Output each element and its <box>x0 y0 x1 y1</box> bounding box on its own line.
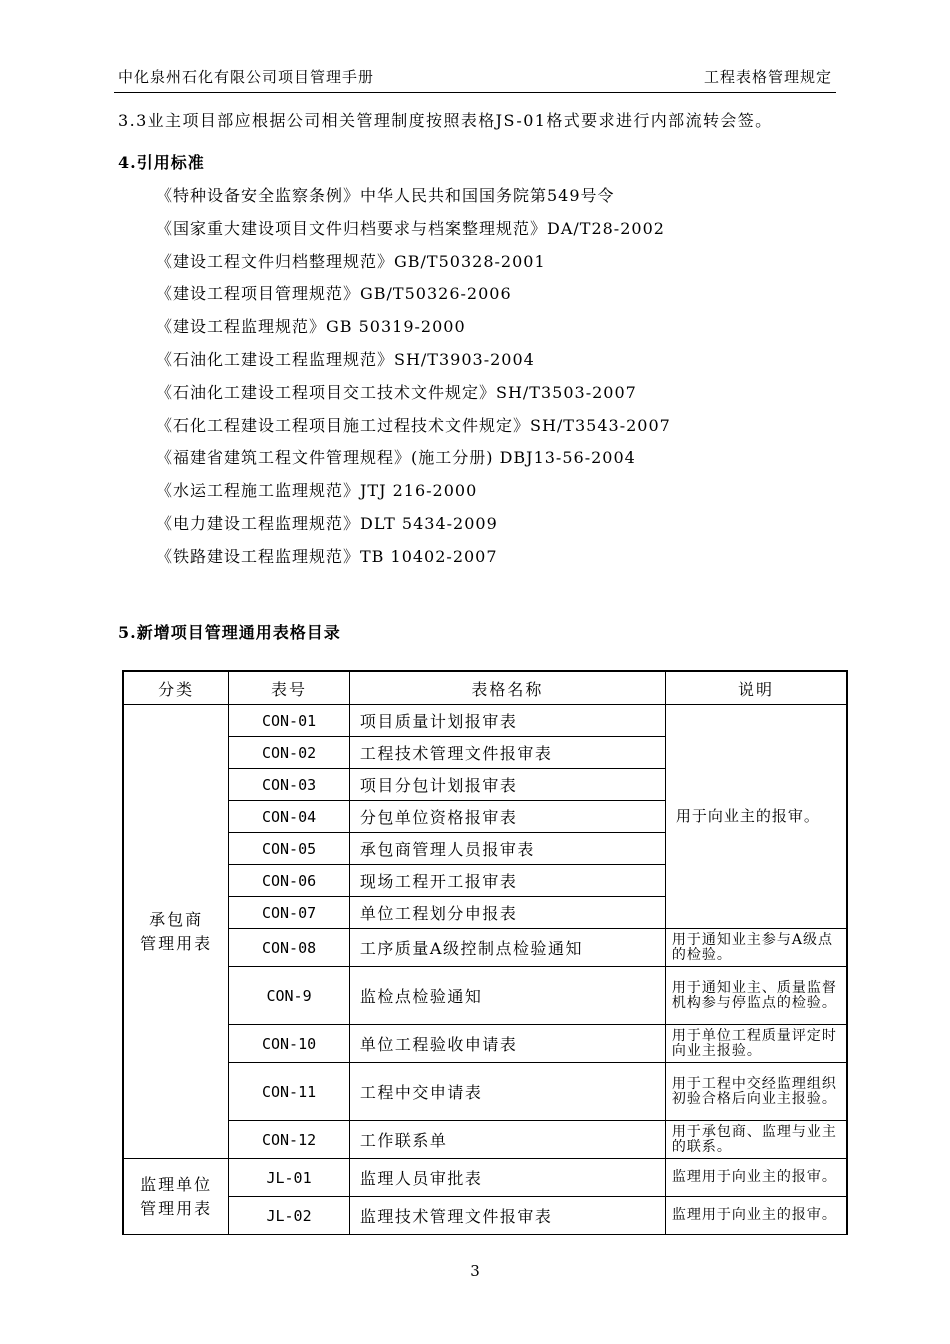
page-number: 3 <box>470 1262 480 1280</box>
reference-item: 《建设工程监理规范》GB 50319-2000 <box>156 317 466 337</box>
table-row <box>123 1063 847 1121</box>
form-note: 用于通知业主参与A级点的检验。 <box>665 929 847 967</box>
form-code: CON-06 <box>229 865 350 897</box>
table-row <box>123 705 847 737</box>
form-name: 工序质量A级控制点检验通知 <box>349 929 665 967</box>
form-note: 用于工程中交经监理组织初验合格后向业主报验。 <box>665 1063 847 1121</box>
forms-table <box>122 670 848 1235</box>
form-code: CON-10 <box>229 1025 350 1063</box>
reference-item: 《建设工程项目管理规范》GB/T50326-2006 <box>156 284 512 304</box>
header-right: 工程表格管理规定 <box>703 68 832 86</box>
form-code: CON-03 <box>229 769 350 801</box>
col-header-note: 说明 <box>665 671 847 705</box>
form-code: CON-04 <box>229 801 350 833</box>
table-row <box>123 1025 847 1063</box>
table-row <box>123 1197 847 1235</box>
reference-item: 《建设工程文件归档整理规范》GB/T50328-2001 <box>156 251 546 271</box>
form-code: JL-01 <box>229 1159 350 1197</box>
form-code: CON-01 <box>229 705 350 737</box>
reference-item: 《国家重大建设项目文件归档要求与档案整理规范》DA/T28-2002 <box>156 218 665 238</box>
form-name: 监理技术管理文件报审表 <box>349 1197 665 1235</box>
form-name: 项目分包计划报审表 <box>349 769 665 801</box>
form-code: CON-02 <box>229 737 350 769</box>
form-name: 承包商管理人员报审表 <box>349 833 665 865</box>
form-note: 用于单位工程质量评定时向业主报验。 <box>665 1025 847 1063</box>
form-name: 项目质量计划报审表 <box>349 705 665 737</box>
form-code: CON-12 <box>229 1121 350 1159</box>
table-row <box>123 1121 847 1159</box>
form-code: CON-08 <box>229 929 350 967</box>
form-code: CON-9 <box>229 967 350 1025</box>
form-note: 监理用于向业主的报审。 <box>665 1197 847 1235</box>
reference-item: 《石化工程建设工程项目施工过程技术文件规定》SH/T3543-2007 <box>156 415 671 435</box>
category-contractor: 承包商 管理用表 <box>123 705 229 1159</box>
table-row <box>123 1159 847 1197</box>
form-name: 单位工程验收申请表 <box>349 1025 665 1063</box>
form-name: 现场工程开工报审表 <box>349 865 665 897</box>
reference-list <box>156 180 671 574</box>
reference-item: 《水运工程施工监理规范》JTJ 216-2000 <box>156 481 478 501</box>
form-code: CON-11 <box>229 1063 350 1121</box>
form-name: 工程中交申请表 <box>349 1063 665 1121</box>
col-header-name: 表格名称 <box>349 671 665 705</box>
table-header-row <box>123 671 847 705</box>
section-4-title: 4.引用标准 <box>118 153 205 172</box>
paragraph-3-3: 3.3业主项目部应根据公司相关管理制度按照表格JS-01格式要求进行内部流转会签。 <box>118 111 773 130</box>
category-supervisor: 监理单位 管理用表 <box>123 1159 229 1235</box>
header-left: 中化泉州石化有限公司项目管理手册 <box>118 68 375 86</box>
form-code: JL-02 <box>229 1197 350 1235</box>
section-5-title: 5.新增项目管理通用表格目录 <box>118 623 341 642</box>
form-code: CON-05 <box>229 833 350 865</box>
form-note: 监理用于向业主的报审。 <box>665 1159 847 1197</box>
form-name: 分包单位资格报审表 <box>349 801 665 833</box>
shared-note: 用于向业主的报审。 <box>665 705 847 929</box>
form-name: 工作联系单 <box>349 1121 665 1159</box>
col-header-category: 分类 <box>123 671 229 705</box>
form-name: 监检点检验通知 <box>349 967 665 1025</box>
table-row <box>123 967 847 1025</box>
reference-item: 《铁路建设工程监理规范》TB 10402-2007 <box>156 546 498 566</box>
reference-item: 《石油化工建设工程监理规范》SH/T3903-2004 <box>156 349 535 369</box>
form-name: 监理人员审批表 <box>349 1159 665 1197</box>
form-code: CON-07 <box>229 897 350 929</box>
form-name: 单位工程划分申报表 <box>349 897 665 929</box>
form-note: 用于承包商、监理与业主的联系。 <box>665 1121 847 1159</box>
reference-item: 《特种设备安全监察条例》中华人民共和国国务院第549号令 <box>156 186 615 205</box>
reference-item: 《石油化工建设工程项目交工技术文件规定》SH/T3503-2007 <box>156 382 637 402</box>
col-header-code: 表号 <box>229 671 350 705</box>
header-rule <box>114 92 836 93</box>
reference-item: 《电力建设工程监理规范》DLT 5434-2009 <box>156 513 498 533</box>
form-name: 工程技术管理文件报审表 <box>349 737 665 769</box>
reference-item: 《福建省建筑工程文件管理规程》(施工分册) DBJ13-56-2004 <box>156 448 636 468</box>
form-note: 用于通知业主、质量监督机构参与停监点的检验。 <box>665 967 847 1025</box>
table-row <box>123 929 847 967</box>
